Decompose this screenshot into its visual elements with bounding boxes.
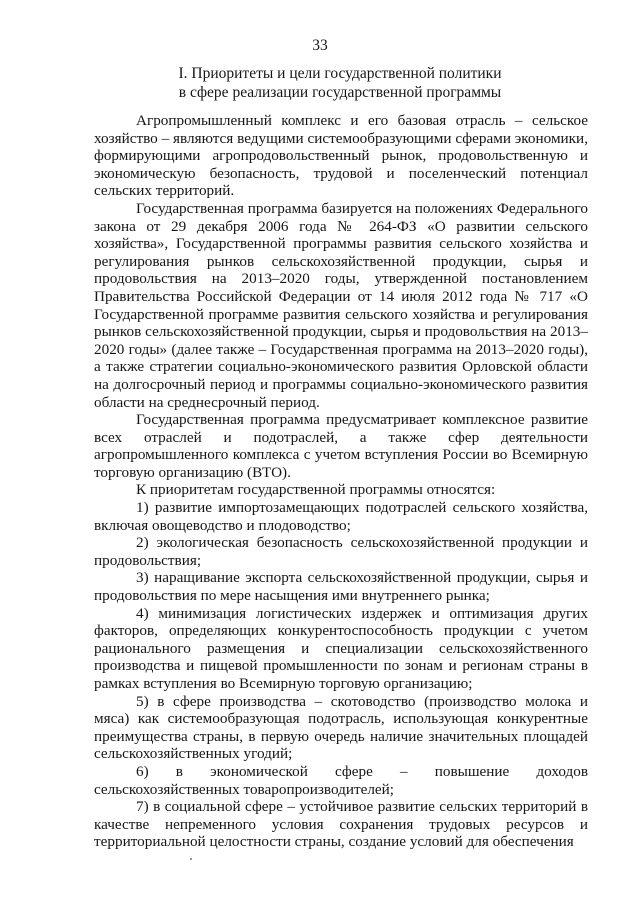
priority-item-2: 2) экологическая безопасность сельскохозяйственной продукции и продовольствия; xyxy=(94,534,588,569)
priority-item-5: 5) в сфере производства – скотоводство (производство молока и мяса) как системообразующая подотрасль, использующая конкурентные преимущества страны, в первую очередь наличие значительных площадей сельскохозяйственных угодий; xyxy=(94,692,588,763)
priority-item-7: 7) в социальной сфере – устойчивое развитие сельских территорий в качестве непременного условия сохранения трудовых ресурсов и территориальной целостности страны, создание условий для обеспечения xyxy=(94,798,588,851)
paragraph-scope: Государственная программа предусматривает комплексное развитие всех отраслей и подотраслей, а также сфер деятельности агропромышленного комплекса с учетом вступления России во Всемирную торговую организацию (ВТО). xyxy=(94,411,588,481)
paragraph-basis: Государственная программа базируется на положениях Федерального закона от 29 декабря 2006 года № 264-ФЗ «О развитии сельского хозяйства», Государственной программы развития сельского хозяйства и регулирования рынков сельскохозяйственной продукции, сырья и продовольствия на 2013–2020 годы, утвержденной постановлением Правительства Российской Федерации от 14 июля 2012 года № 717 «О Государственной программе развития сельского хозяйства и регулирования рынков сельскохозяйственной продукции, сырья и продовольствия на 2013–2020 годы» (далее также – Государственная программа на 2013–2020 годы), а также стратегии социально-экономического развития Орловской области на долгосрочный период и программы социально-экономического развития области на среднесрочный период. xyxy=(94,199,588,411)
document-body xyxy=(94,112,588,851)
paragraph-priorities-lead: К приоритетам государственной программы относятся: xyxy=(136,481,496,499)
priority-item-4: 4) минимизация логистических издержек и оптимизация других факторов, определяющих конкурентоспособность продукции с учетом рационального размещения и специализации сельскохозяйственного производства и пищевой промышленности по зонам и регионам страны в рамках вступления во Всемирную торговую организацию; xyxy=(94,604,588,692)
scan-speck xyxy=(190,858,192,860)
heading-line-2: в сфере реализации государственной программы xyxy=(178,84,502,101)
priority-item-6: 6) в экономической сфере – повышение доходов сельскохозяйственных товаропроизводителей; xyxy=(94,762,588,798)
page-number: 33 xyxy=(312,37,328,54)
section-heading xyxy=(140,64,540,102)
paragraph-intro: Агропромышленный комплекс и его базовая отрасль – сельское хозяйство – являются ведущими системообразующими сферами экономики, формирующими агропродовольственный рынок, продовольственную и экономическую безопасность, трудовой и поселенческий потенциал сельских территорий. xyxy=(94,112,588,200)
heading-line-1: I. Приоритеты и цели государственной политики xyxy=(178,65,502,82)
priority-item-1: 1) развитие импортозамещающих подотраслей сельского хозяйства, включая овощеводство и плодоводство; xyxy=(94,499,588,534)
priority-item-3: 3) наращивание экспорта сельскохозяйственной продукции, сырья и продовольствия по мере насыщения ими внутреннего рынка; xyxy=(94,569,588,605)
